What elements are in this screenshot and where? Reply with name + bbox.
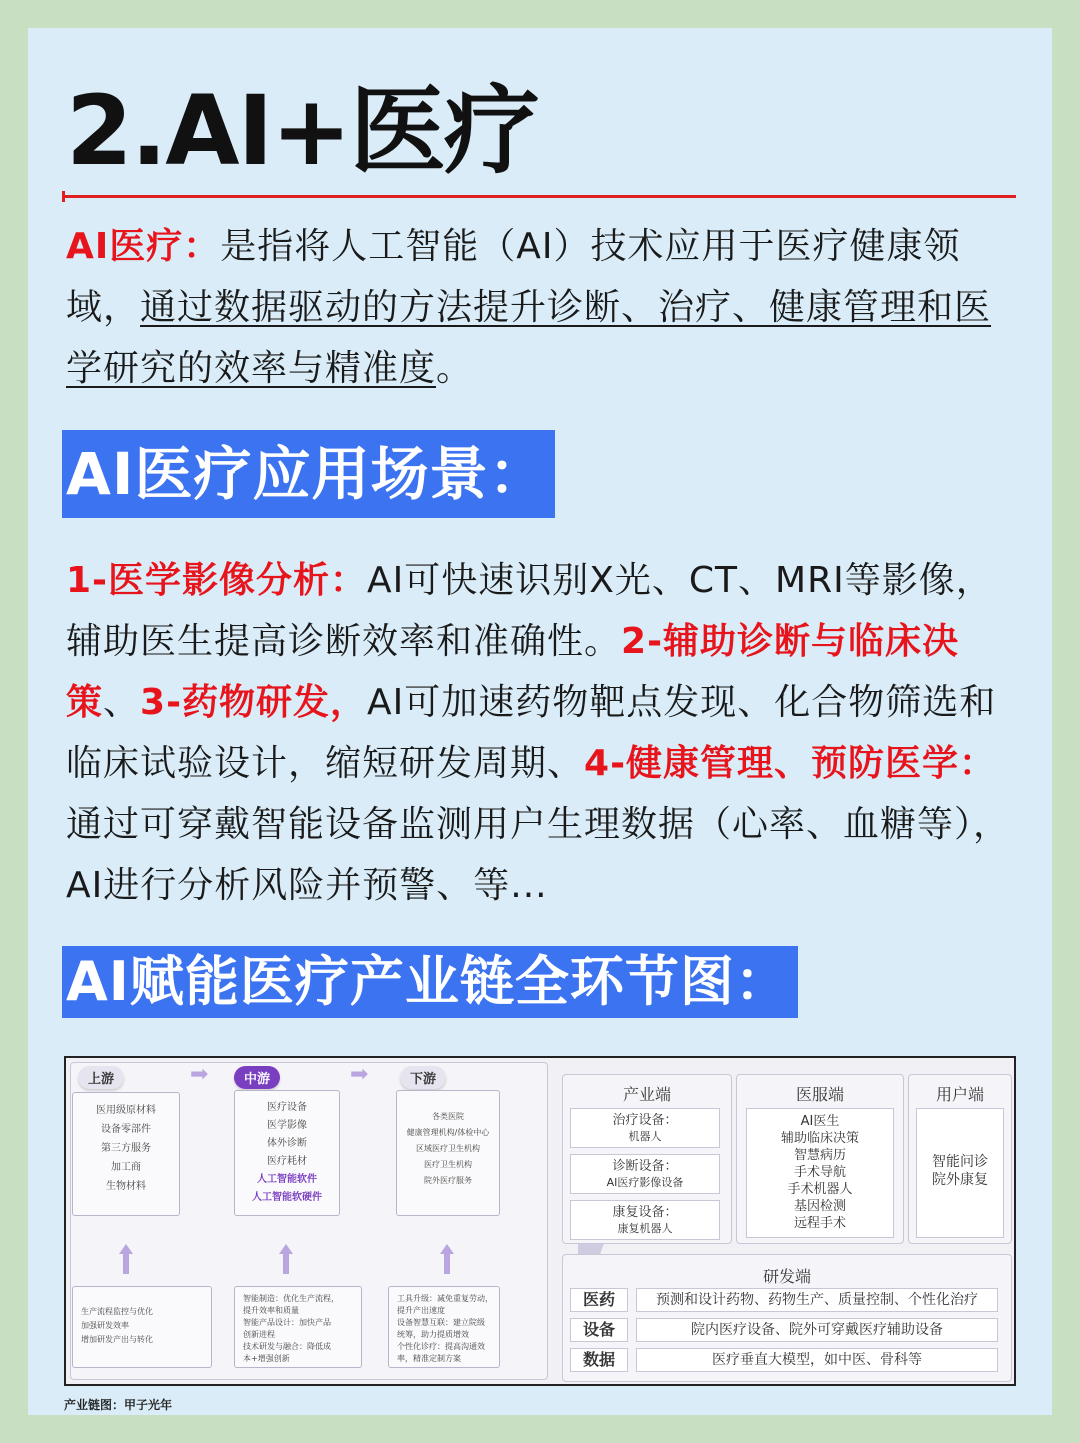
list-item: 率，精准定制方案	[397, 1354, 461, 1363]
scenario-3-text: AI可加速药物靶点发现、化合物筛选和临床试验设计，缩短研发周期、	[66, 682, 997, 784]
list-item: 第三方服务	[101, 1143, 151, 1154]
section-banner-scenarios: AI医疗应用场景：	[62, 430, 555, 518]
upstream-box	[72, 1092, 180, 1216]
list-item: 提升效率和质量	[243, 1306, 299, 1315]
medical-list-box	[746, 1108, 894, 1238]
list-item: 加工商	[111, 1162, 141, 1173]
scenario-2-label: 2-辅助诊断与临床决策	[66, 621, 960, 723]
list-item: 设备智慧互联：建立院级	[397, 1318, 485, 1327]
downstream-detail-box	[388, 1286, 500, 1368]
list-item: 医疗耗材	[267, 1156, 307, 1167]
title-divider	[64, 195, 1016, 198]
list-item-highlight: 人工智能软硬件	[252, 1192, 322, 1203]
list-item: 区域医疗卫生机构	[416, 1144, 480, 1153]
arrow-up-icon	[279, 1244, 293, 1274]
diagnostic-device-box	[570, 1154, 720, 1194]
definition-end: 。	[436, 348, 474, 389]
definition-underlined: 通过数据驱动的方法提升诊断、治疗、健康管理和医学研究的效率与精准度	[66, 287, 992, 389]
definition-text: 是指将人工智能（AI）技术应用于医疗健康领域，	[66, 226, 961, 328]
list-item: 智能制造：优化生产流程，	[243, 1294, 339, 1303]
arrow-right-icon: ➡	[350, 1062, 369, 1087]
list-item: 手术导航	[793, 1165, 846, 1180]
list-item: 医疗卫生机构	[424, 1160, 472, 1169]
list-item: 提升产出速度	[397, 1306, 445, 1315]
rehab-device-box	[570, 1200, 720, 1240]
scenario-1-label: 1-医学影像分析：	[66, 560, 367, 601]
list-item: 智能问诊	[932, 1154, 988, 1170]
scenario-3-label: 3-药物研发，	[140, 682, 368, 723]
user-list-box	[916, 1108, 1004, 1238]
upstream-tag: 上游	[78, 1066, 124, 1089]
list-item: AI医生	[800, 1114, 840, 1129]
list-item: 技术研发与融合：降低成	[243, 1342, 331, 1351]
rd-text-pharma: 预测和设计药物、药物生产、质量控制、个性化治疗	[636, 1288, 998, 1312]
downstream-box	[396, 1090, 500, 1216]
rd-label-device: 设备	[570, 1318, 628, 1342]
box-subtitle: 机器人	[628, 1130, 662, 1143]
list-item: 统筹，助力提质增效	[397, 1330, 469, 1339]
box-title: 康复设备：	[612, 1205, 678, 1220]
scenario-4-text: 通过可穿戴智能设备监测用户生理数据（心率、血糖等），AI进行分析风险并预警、等...	[66, 804, 1011, 906]
rd-text-device: 院内医疗设备、院外可穿戴医疗辅助设备	[636, 1318, 998, 1342]
definition-label: AI医疗：	[66, 226, 221, 267]
list-item: 智能产品设计：加快产品	[243, 1318, 331, 1327]
list-item: 创新进程	[243, 1330, 275, 1339]
treatment-device-box	[570, 1108, 720, 1148]
rd-label-data: 数据	[570, 1348, 628, 1372]
user-header: 用户端	[935, 1085, 984, 1104]
list-item: 生物材料	[106, 1181, 146, 1192]
downstream-tag: 下游	[400, 1066, 446, 1089]
list-item: 辅助临床决策	[780, 1131, 859, 1146]
box-subtitle: AI医疗影像设备	[606, 1176, 684, 1189]
list-item: 工具升级：减免重复劳动，	[397, 1294, 493, 1303]
rd-text-data: 医疗垂直大模型，如中医、骨科等	[636, 1348, 998, 1372]
list-item: 远程手术	[793, 1216, 846, 1231]
rd-label-pharma: 医药	[570, 1288, 628, 1312]
list-item: 设备零部件	[101, 1124, 151, 1135]
list-item: 加强研发效率	[81, 1321, 129, 1330]
list-item: 各类医院	[432, 1112, 464, 1121]
midstream-tag: 中游	[234, 1066, 280, 1089]
box-title: 诊断设备：	[612, 1159, 678, 1174]
scenarios-paragraph	[66, 550, 1016, 916]
definition-paragraph	[66, 216, 1016, 399]
box-subtitle: 康复机器人	[617, 1222, 673, 1235]
list-item: 生产流程监控与优化	[81, 1307, 153, 1316]
scenario-1-text: AI可快速识别X光、CT、MRI等影像，辅助医生提高诊断效率和准确性。	[66, 560, 993, 662]
list-item: 医用级原材料	[96, 1105, 156, 1116]
medical-header: 医服端	[795, 1085, 844, 1104]
section-banner-chain: AI赋能医疗产业链全环节图：	[62, 946, 798, 1018]
list-item: 本+增强创新	[243, 1354, 290, 1363]
industry-chain-figure	[64, 1056, 1016, 1386]
arrow-up-icon	[440, 1244, 454, 1274]
page-title: 2.AI+医疗	[66, 75, 538, 187]
list-item: 院外康复	[932, 1172, 988, 1188]
arrow-up-icon	[119, 1244, 133, 1274]
list-item: 健康管理机构/体检中心	[406, 1128, 490, 1137]
list-item: 手术机器人	[787, 1182, 853, 1197]
list-item-highlight: 人工智能软件	[257, 1174, 317, 1185]
scenario-separator: 、	[103, 682, 141, 723]
list-item: 医疗设备	[267, 1102, 307, 1113]
list-item: 个性化诊疗：提高沟通效	[397, 1342, 485, 1351]
rd-header: 研发端	[762, 1267, 811, 1286]
list-item: 体外诊断	[267, 1138, 307, 1149]
list-item: 增加研发产出与转化	[81, 1335, 153, 1344]
list-item: 基因检测	[793, 1199, 846, 1214]
industry-header: 产业端	[622, 1085, 671, 1104]
midstream-box	[234, 1090, 340, 1216]
box-title: 治疗设备：	[612, 1113, 678, 1128]
upstream-detail-box	[72, 1286, 212, 1368]
list-item: 院外医疗服务	[424, 1176, 472, 1185]
midstream-detail-box	[234, 1286, 362, 1368]
list-item: 智慧病历	[793, 1148, 846, 1163]
arrow-right-icon: ➡	[190, 1062, 209, 1087]
figure-source-caption: 产业链图：甲子光年	[64, 1398, 173, 1412]
scenario-4-label: 4-健康管理、预防医学：	[584, 743, 997, 784]
list-item: 医学影像	[267, 1120, 307, 1131]
